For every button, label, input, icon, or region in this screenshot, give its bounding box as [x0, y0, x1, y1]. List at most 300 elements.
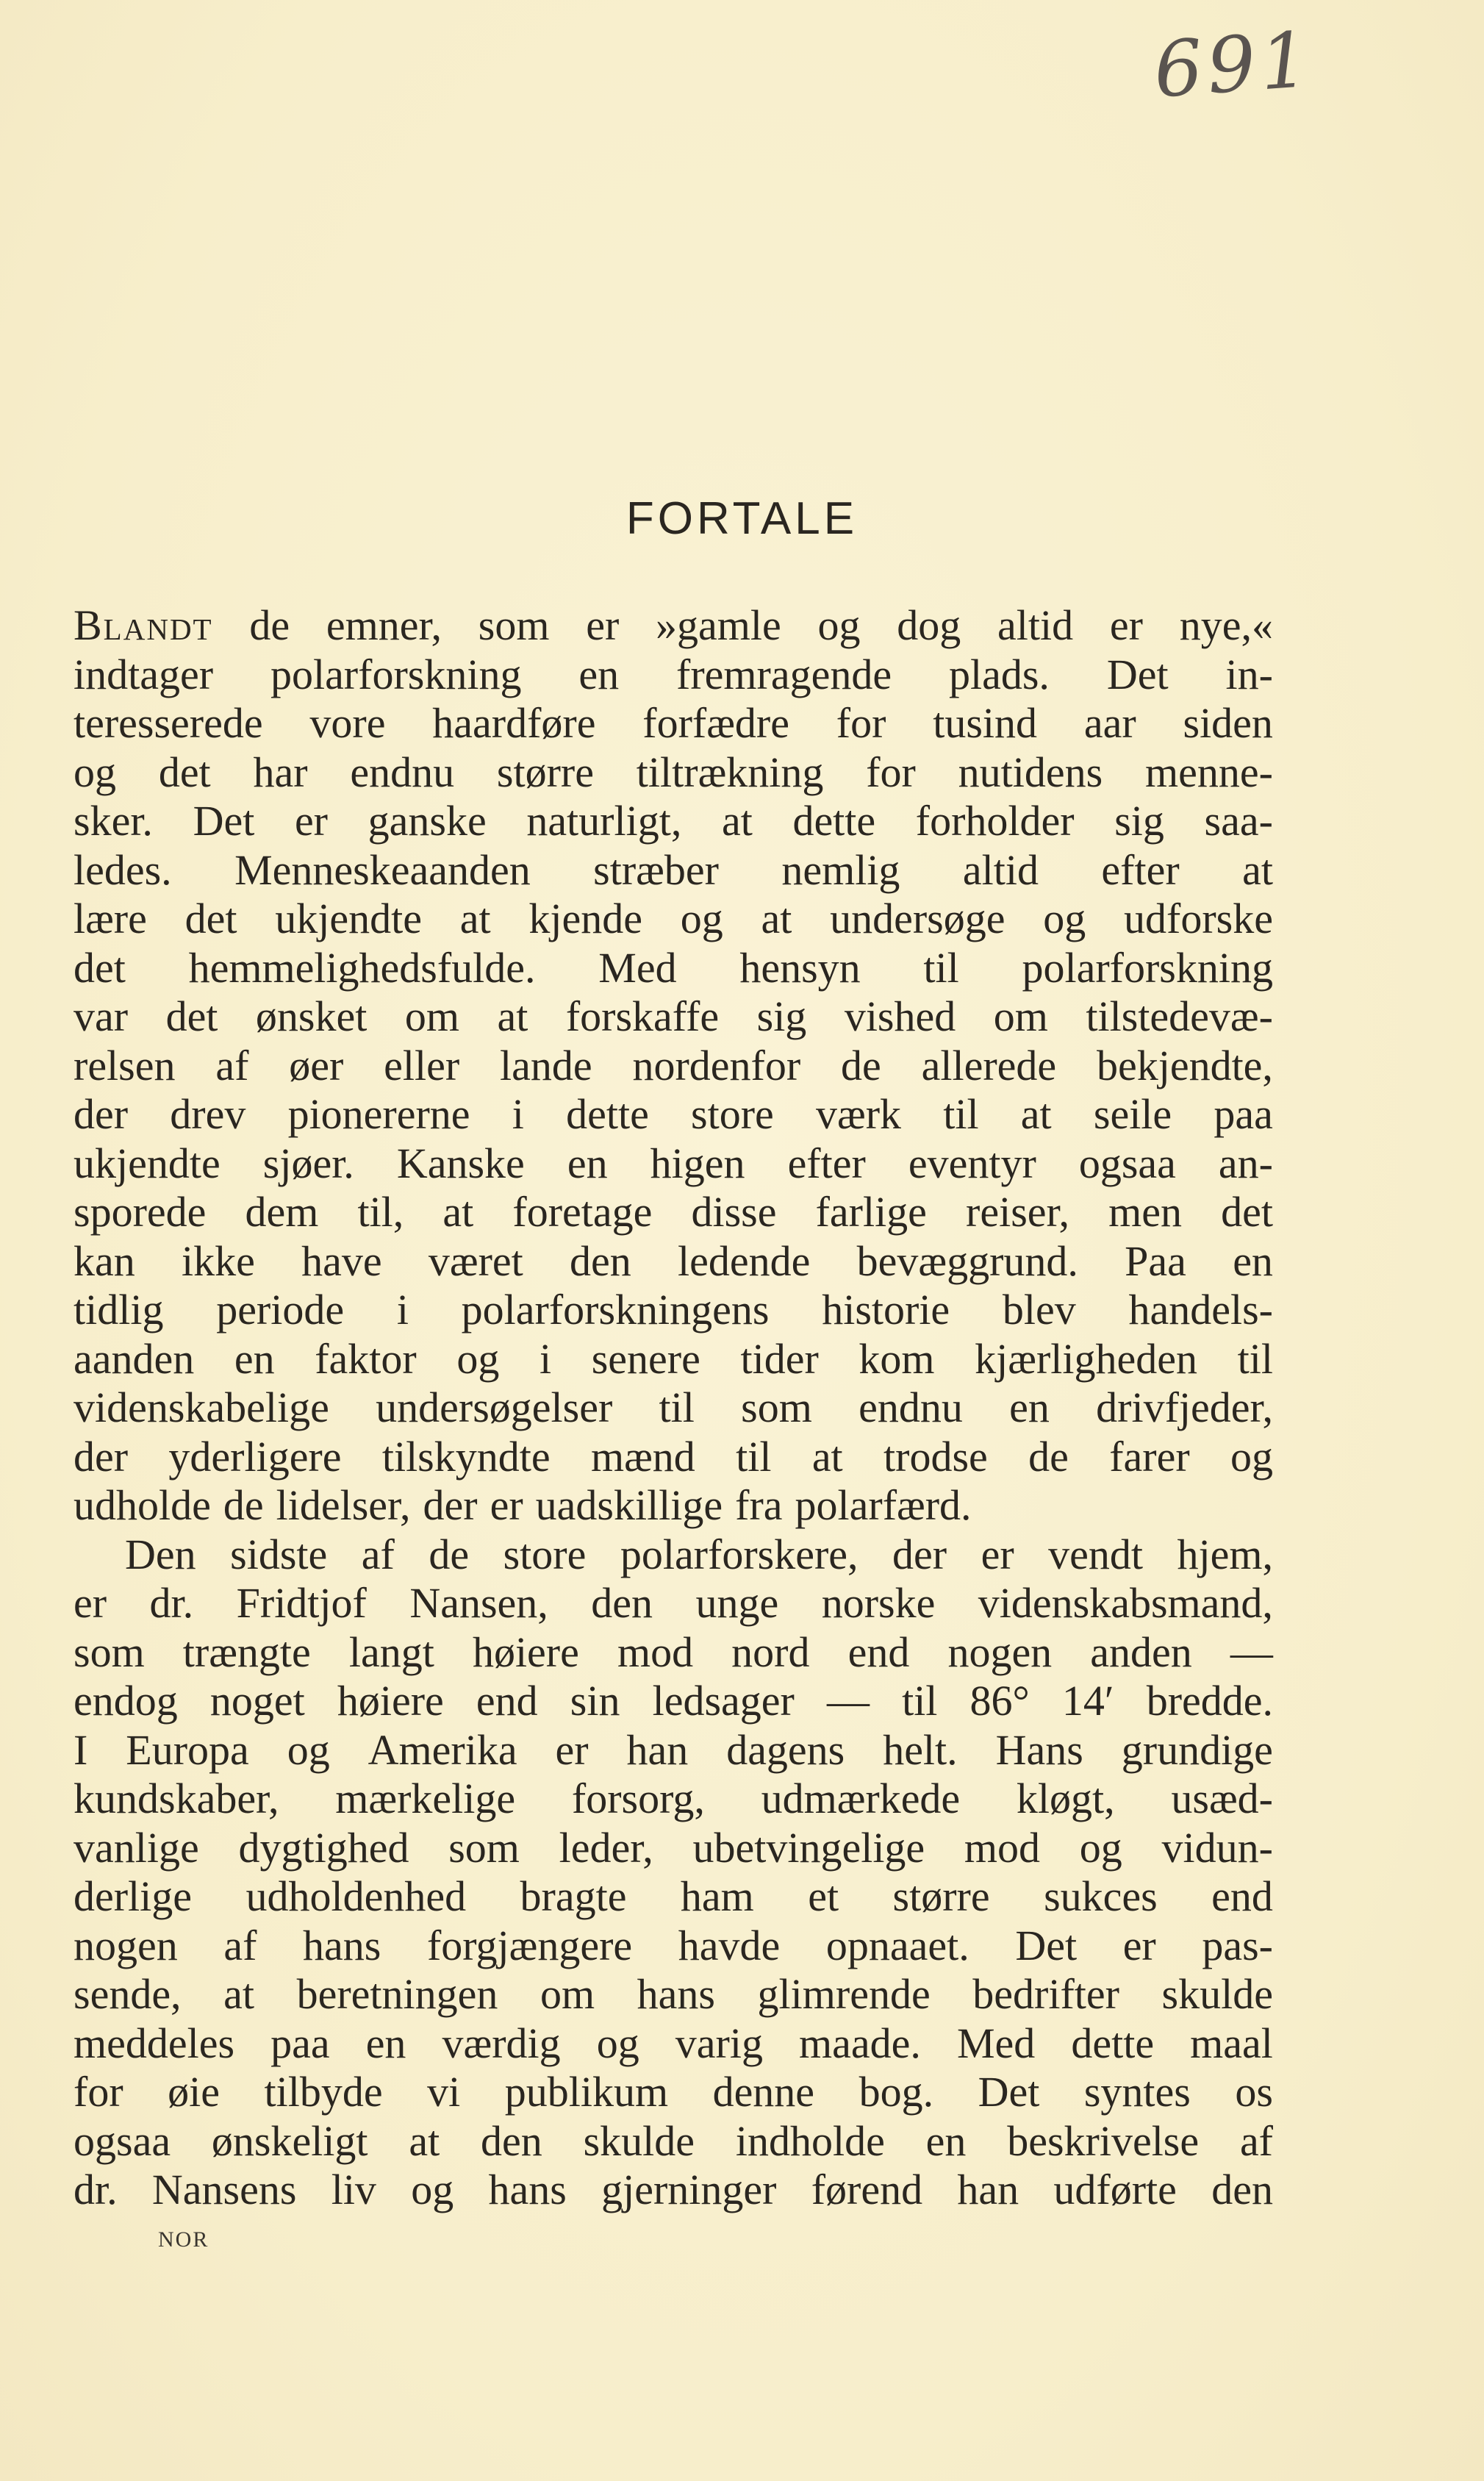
word: en: [567, 1139, 608, 1187]
word: nordenfor: [632, 1041, 801, 1089]
word: de: [223, 1481, 264, 1529]
word: dog: [897, 601, 961, 649]
word: undersøgelser: [376, 1383, 613, 1431]
word: langt: [348, 1628, 434, 1676]
word: publikum: [504, 2068, 669, 2116]
text-line: [74, 1775, 1273, 1824]
word: kløgt,: [1016, 1775, 1115, 1822]
word: videnskabsmand,: [978, 1579, 1273, 1627]
word: siden: [1183, 699, 1273, 747]
word: polarfærd.: [795, 1481, 972, 1529]
word: hans: [488, 2166, 567, 2213]
word: historie: [822, 1286, 950, 1333]
text-line: [74, 1677, 1273, 1726]
word: noget: [209, 1677, 305, 1725]
word: allerede: [921, 1041, 1057, 1089]
text-line: [74, 1922, 1273, 1971]
word: fra: [735, 1481, 783, 1529]
word: tusind: [933, 699, 1038, 747]
word: reiser,: [966, 1188, 1070, 1236]
word: til: [1237, 1334, 1273, 1383]
word: til,: [357, 1188, 404, 1236]
word: til: [659, 1383, 695, 1431]
word: plads.: [949, 650, 1050, 698]
word: bekjendte,: [1096, 1041, 1273, 1089]
word: paa: [1214, 1090, 1273, 1138]
word: liv: [331, 2166, 376, 2213]
word: faktor: [315, 1334, 417, 1383]
word: ukjendte: [275, 895, 422, 942]
word: de: [429, 1530, 470, 1578]
word: store: [691, 1090, 774, 1138]
word: han: [626, 1725, 689, 1774]
word: nutidens: [958, 748, 1103, 796]
word: hjem,: [1177, 1530, 1273, 1578]
text-line: [74, 2068, 1273, 2117]
text-line: [74, 1531, 1273, 1580]
word: polarforskningens: [461, 1286, 770, 1333]
word: i: [539, 1334, 552, 1383]
word: nogen: [74, 1921, 178, 1969]
word: at: [1020, 1090, 1052, 1138]
word: til: [736, 1432, 772, 1481]
word: gjerninger: [601, 2166, 777, 2213]
word: senere: [591, 1334, 700, 1383]
word: sker.: [74, 797, 153, 845]
word: at: [721, 797, 753, 845]
word: tilstedevæ-: [1086, 992, 1273, 1040]
text-line: [74, 699, 1273, 748]
text-line: [74, 1433, 1273, 1482]
word: at: [761, 895, 792, 942]
word: aar: [1083, 699, 1136, 747]
word: en: [1009, 1383, 1050, 1431]
word: handels-: [1128, 1286, 1273, 1333]
word: Nansens: [151, 2166, 297, 2213]
word: er: [981, 1530, 1014, 1578]
word: have: [301, 1236, 382, 1285]
word: at: [409, 2116, 440, 2165]
word: dr.: [149, 1579, 194, 1627]
word: en: [578, 650, 620, 698]
word: til: [943, 1090, 979, 1138]
word: pionererne: [287, 1090, 470, 1138]
word: bedrifter: [972, 1970, 1119, 2018]
word: kan: [74, 1236, 135, 1285]
word: Det: [193, 797, 255, 845]
word: efter: [1101, 845, 1180, 894]
text-line: [74, 1628, 1273, 1678]
word: det: [1221, 1188, 1273, 1236]
word: farlige: [815, 1188, 927, 1236]
word: glimrende: [757, 1970, 931, 2018]
word: til: [902, 1677, 938, 1725]
word: forfædre: [642, 699, 789, 747]
word: om: [540, 1970, 595, 2018]
page-heading: FORTALE: [625, 493, 859, 544]
word: kjærligheden: [975, 1334, 1197, 1383]
word: har: [253, 748, 308, 796]
word: undersøge: [830, 895, 1006, 942]
word: Det: [1015, 1921, 1078, 1969]
word: norske: [821, 1579, 936, 1627]
word: drev: [170, 1090, 246, 1138]
word: bredde.: [1146, 1677, 1273, 1725]
word: indtager: [74, 650, 214, 698]
word: end: [1211, 1872, 1273, 1920]
word: Fridtjof: [236, 1579, 367, 1627]
word: dette: [1071, 2019, 1155, 2067]
word: —: [1230, 1628, 1273, 1676]
word: der: [74, 1090, 129, 1138]
word: den: [481, 2116, 542, 2165]
word: hemmelighedsfulde.: [188, 943, 536, 992]
word: og: [1043, 895, 1086, 942]
text-line: [74, 1579, 1273, 1628]
word: endnu: [350, 748, 455, 796]
word: forgjængere: [426, 1921, 633, 1969]
text-line: [74, 1824, 1273, 1873]
word: han: [957, 2166, 1019, 2213]
word: an-: [1218, 1139, 1273, 1187]
word: lære: [74, 895, 147, 942]
word: det: [158, 748, 211, 796]
text-line: [74, 1286, 1273, 1335]
word: sin: [570, 1677, 620, 1725]
word: mænd: [590, 1432, 695, 1481]
word: ogsaa: [74, 2116, 171, 2165]
word: altid: [962, 845, 1039, 894]
word: om: [404, 992, 459, 1040]
text-line: [74, 651, 1273, 700]
word: sig: [756, 992, 807, 1040]
word: endnu: [859, 1383, 963, 1431]
word: en: [925, 2116, 967, 2165]
word: de: [1028, 1432, 1069, 1481]
word: om: [993, 992, 1048, 1040]
word: er: [1109, 601, 1143, 649]
text-line: [74, 797, 1273, 846]
word: var: [74, 992, 129, 1040]
word: Den: [125, 1530, 196, 1578]
word: end: [476, 1677, 538, 1725]
word: er: [1122, 1921, 1156, 1969]
text-line: [74, 1970, 1273, 2019]
word: høiere: [337, 1677, 444, 1725]
word: beretningen: [296, 1970, 498, 2018]
word: Med: [598, 943, 677, 992]
word: men: [1108, 1188, 1182, 1236]
word: saa-: [1204, 797, 1273, 845]
text-line: [74, 601, 1273, 651]
word: ogsaa: [1078, 1139, 1176, 1187]
word: tilskyndte: [381, 1432, 551, 1481]
word: maal: [1190, 2019, 1273, 2067]
word: og: [74, 748, 116, 796]
word: ubetvingelige: [692, 1823, 925, 1872]
word: dem: [245, 1188, 319, 1236]
word: udmærkede: [761, 1775, 961, 1822]
word: varig: [675, 2019, 763, 2067]
word: udforske: [1124, 895, 1273, 942]
word: nord: [731, 1628, 810, 1676]
word: den: [1211, 2166, 1273, 2213]
word: at: [459, 895, 491, 942]
word: de: [841, 1041, 881, 1089]
word: været: [428, 1236, 523, 1285]
word: aanden: [74, 1334, 195, 1383]
word: 14′: [1061, 1677, 1114, 1725]
word: indholde: [735, 2116, 885, 2165]
text-line: [74, 1872, 1273, 1922]
word: foretage: [512, 1188, 653, 1236]
word: og: [287, 1725, 330, 1774]
word: det: [74, 943, 126, 992]
word: endog: [74, 1677, 178, 1725]
word: grundige: [1121, 1725, 1273, 1774]
word: at: [1242, 845, 1273, 894]
word: seile: [1093, 1090, 1172, 1138]
word: at: [811, 1432, 843, 1481]
word: sporede: [74, 1188, 207, 1236]
word: havde: [678, 1921, 781, 1969]
word: 86°: [969, 1677, 1030, 1725]
word: end: [847, 1628, 910, 1676]
word: dagens: [726, 1725, 845, 1774]
text-line: [74, 1237, 1273, 1286]
word: ledsager: [652, 1677, 795, 1725]
word: udholde: [74, 1481, 211, 1529]
word: lidelser,: [276, 1481, 411, 1529]
word: menne-: [1145, 748, 1273, 796]
word: og: [817, 601, 861, 649]
word: som: [74, 1628, 145, 1676]
word: udholdenhed: [245, 1872, 467, 1920]
word: førend: [811, 2166, 923, 2213]
word: af: [361, 1530, 395, 1578]
word: ledes.: [74, 845, 172, 894]
word: mod: [617, 1628, 694, 1676]
word: at: [497, 992, 528, 1040]
word: denne: [712, 2068, 815, 2116]
word: bog.: [859, 2068, 934, 2116]
word: kom: [859, 1334, 935, 1383]
word: maade.: [799, 2019, 921, 2067]
word: Med: [956, 2019, 1036, 2067]
word: dr.: [74, 2166, 118, 2213]
text-line: [74, 748, 1273, 798]
word: forskaffe: [565, 992, 720, 1040]
word: forholder: [915, 797, 1075, 845]
word: tidlig: [74, 1286, 164, 1333]
word: usæd-: [1171, 1775, 1273, 1822]
word: ønsket: [255, 992, 368, 1040]
word: de: [249, 601, 290, 649]
word: vanlige: [74, 1823, 199, 1872]
word: in-: [1225, 650, 1273, 698]
word: helt.: [883, 1725, 958, 1774]
word: for: [866, 748, 916, 796]
word: sende,: [74, 1970, 182, 2018]
word: pas-: [1202, 1921, 1273, 1969]
word: mod: [964, 1823, 1041, 1872]
word: Menneskeaanden: [234, 845, 531, 894]
word: bevæggrund.: [856, 1236, 1078, 1285]
body-text: [74, 601, 1273, 2215]
text-line: [74, 1042, 1273, 1091]
word: videnskabelige: [74, 1383, 329, 1431]
word: den: [591, 1579, 653, 1627]
word: det: [184, 895, 237, 942]
word: ikke: [182, 1236, 255, 1285]
word: et: [808, 1872, 839, 1920]
word: hensyn: [739, 943, 861, 992]
text-line: [74, 2117, 1273, 2166]
word: periode: [216, 1286, 345, 1333]
word: Amerika: [368, 1725, 517, 1774]
word: efter: [787, 1139, 866, 1187]
word: syntes: [1083, 2068, 1191, 2116]
text-line: [74, 992, 1273, 1042]
word: Hans: [995, 1725, 1083, 1774]
word: Blandt: [74, 601, 213, 649]
word: I: [74, 1725, 88, 1774]
word: dygtighed: [238, 1823, 409, 1872]
word: til: [923, 943, 959, 992]
word: lande: [500, 1041, 592, 1089]
word: opnaaet.: [825, 1921, 969, 1969]
word: eller: [384, 1041, 460, 1089]
word: skulde: [583, 2116, 695, 2165]
word: naturligt,: [526, 797, 682, 845]
word: Det: [1106, 650, 1169, 698]
text-line: [74, 1139, 1273, 1189]
word: i: [512, 1090, 524, 1138]
word: en: [234, 1334, 275, 1383]
word: som: [741, 1383, 812, 1431]
word: ganske: [368, 797, 487, 845]
word: unge: [695, 1579, 779, 1627]
text-line: [74, 2166, 1273, 2215]
word: relsen: [74, 1041, 176, 1089]
word: sukces: [1044, 1872, 1158, 1920]
word: »gamle: [656, 601, 781, 649]
word: er: [555, 1725, 589, 1774]
text-line: [74, 944, 1273, 993]
word: drivfjeder,: [1096, 1383, 1273, 1431]
word: Kanske: [396, 1139, 525, 1187]
word: vished: [844, 992, 956, 1040]
word: ønskeligt: [211, 2116, 368, 2165]
text-line: [74, 846, 1273, 895]
word: polarforskere,: [620, 1530, 859, 1578]
word: som: [478, 601, 550, 649]
word: af: [215, 1041, 249, 1089]
word: forsorg,: [571, 1775, 705, 1822]
word: der: [74, 1432, 129, 1481]
word: Nansen,: [409, 1579, 548, 1627]
word: os: [1235, 2068, 1273, 2116]
word: er: [490, 1481, 523, 1529]
word: emner,: [326, 601, 442, 649]
word: teresserede: [74, 699, 263, 747]
word: vidun-: [1161, 1823, 1273, 1872]
word: større: [496, 748, 594, 796]
word: nogen: [947, 1628, 1053, 1676]
word: higen: [650, 1139, 745, 1187]
text-line: [74, 1481, 1273, 1531]
word: af: [1239, 2116, 1273, 2165]
word: den: [570, 1236, 631, 1285]
word: tider: [740, 1334, 819, 1383]
word: trængte: [182, 1628, 311, 1676]
word: og: [680, 895, 723, 942]
word: er: [74, 1579, 107, 1627]
word: for: [74, 2068, 123, 2116]
word: og: [456, 1334, 500, 1383]
word: meddeles: [74, 2019, 235, 2067]
printer-signature-mark: NOR: [158, 2227, 209, 2252]
word: værk: [816, 1090, 902, 1138]
word: tiltrækning: [636, 748, 824, 796]
word: der: [892, 1530, 947, 1578]
handwritten-folio-number: 691: [1151, 14, 1316, 115]
text-line: [74, 1188, 1273, 1237]
word: polarforskning: [270, 650, 522, 698]
word: anden: [1090, 1628, 1192, 1676]
word: paa: [270, 2019, 330, 2067]
word: for: [836, 699, 886, 747]
word: høiere: [472, 1628, 579, 1676]
word: hans: [303, 1921, 381, 1969]
word: uadskillige: [535, 1481, 723, 1529]
word: mærkelige: [335, 1775, 516, 1822]
word: øie: [168, 2068, 220, 2116]
word: en: [1233, 1236, 1273, 1285]
word: nye,«: [1179, 601, 1273, 649]
word: haardføre: [432, 699, 596, 747]
word: nemlig: [781, 845, 900, 894]
text-line: [74, 1335, 1273, 1384]
word: Paa: [1125, 1236, 1186, 1285]
word: og: [1230, 1432, 1273, 1481]
word: i: [396, 1286, 409, 1333]
word: værdig: [442, 2019, 561, 2067]
word: og: [411, 2166, 454, 2213]
word: større: [892, 1872, 990, 1920]
word: beskrivelse: [1007, 2116, 1200, 2165]
word: —: [826, 1677, 870, 1725]
word: og: [596, 2019, 639, 2067]
word: dette: [792, 797, 876, 845]
word: leder,: [559, 1823, 653, 1872]
word: sidste: [230, 1530, 328, 1578]
word: eventyr: [908, 1139, 1036, 1187]
word: blev: [1002, 1286, 1076, 1333]
word: af: [223, 1921, 257, 1969]
word: dette: [566, 1090, 649, 1138]
word: kjende: [528, 895, 642, 942]
word: fremragende: [676, 650, 892, 698]
word: ledende: [678, 1236, 811, 1285]
word: polarforskning: [1022, 943, 1273, 992]
word: Europa: [126, 1725, 249, 1774]
word: store: [503, 1530, 587, 1578]
word: øer: [289, 1041, 344, 1089]
word: det: [165, 992, 218, 1040]
word: kundskaber,: [74, 1775, 279, 1822]
text-line: [74, 1726, 1273, 1775]
